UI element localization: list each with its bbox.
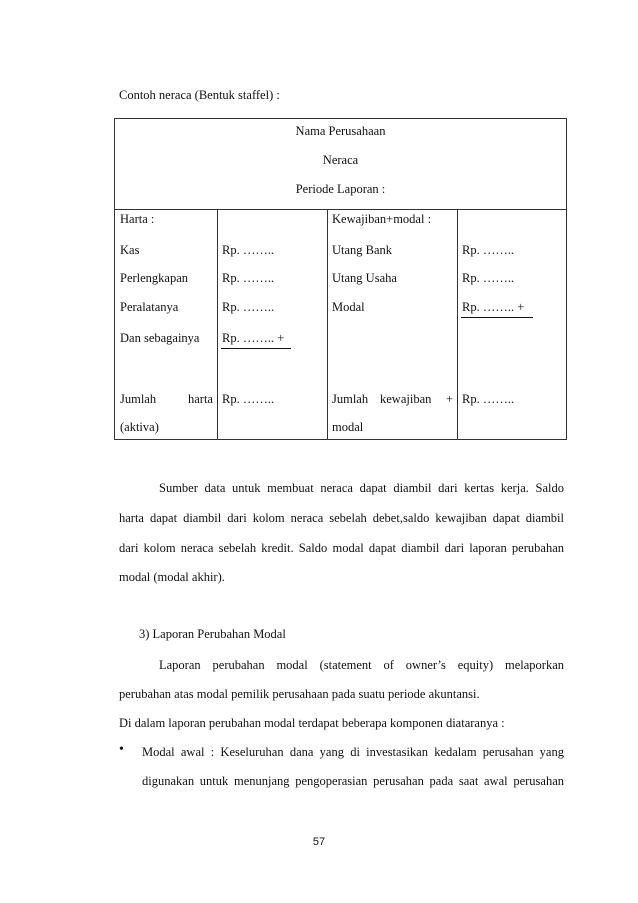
total-assets-label: (aktiva) — [120, 420, 159, 434]
report-title-header: Neraca — [322, 153, 359, 167]
header-divider — [115, 209, 566, 210]
asset-item: Dan sebagainya — [120, 331, 200, 345]
paragraph-line: Di dalam laporan perubahan modal terdapat beberapa komponen diataranya : — [119, 716, 505, 730]
total-assets-label: Jumlah — [120, 392, 157, 406]
asset-value: Rp. …….. — [222, 243, 275, 257]
liabilities-equity-title: Kewajiban+modal : — [332, 212, 432, 226]
table-caption: Contoh neraca (Bentuk staffel) : — [119, 88, 280, 102]
period-header: Periode Laporan : — [295, 182, 386, 196]
total-assets-value: Rp. …….. — [222, 392, 275, 406]
column-divider — [217, 209, 218, 439]
total-liabilities-label: Jumlah — [332, 392, 369, 406]
paragraph-line: Sumber data untuk membuat neraca dapat diambil dari kertas kerja. Saldo — [159, 481, 564, 495]
total-liabilities-value: Rp. …….. — [462, 392, 515, 406]
asset-value: Rp. …….. + — [222, 331, 285, 345]
balance-sheet-table — [114, 118, 567, 440]
total-assets-label: harta — [188, 392, 213, 406]
liability-item: Utang Bank — [332, 243, 393, 257]
liability-item: Modal — [332, 300, 365, 314]
asset-item: Perlengkapan — [120, 271, 189, 285]
company-name-header: Nama Perusahaan — [295, 124, 386, 138]
paragraph-line: dari kolom neraca sebelah kredit. Saldo modal dapat diambil dari laporan perubahan — [119, 541, 564, 555]
total-liabilities-label: modal — [332, 420, 364, 434]
bullet-icon: • — [119, 742, 124, 757]
paragraph-line: modal (modal akhir). — [119, 570, 225, 584]
assets-title: Harta : — [120, 212, 155, 226]
paragraph-line: harta dapat diambil dari kolom neraca sebelah debet,saldo kewajiban dapat diambil — [119, 511, 564, 525]
liability-value: Rp. …….. — [462, 243, 515, 257]
total-liabilities-label: + — [446, 392, 454, 406]
column-divider — [457, 209, 458, 439]
asset-sum-underline — [221, 348, 291, 349]
column-divider — [327, 209, 328, 439]
page-number: 57 — [312, 836, 326, 848]
liability-item: Utang Usaha — [332, 271, 397, 285]
liability-value: Rp. …….. — [462, 271, 515, 285]
liability-sum-underline — [461, 317, 533, 318]
asset-value: Rp. …….. — [222, 271, 275, 285]
asset-item: Kas — [120, 243, 140, 257]
asset-value: Rp. …….. — [222, 300, 275, 314]
total-liabilities-label: kewajiban — [380, 392, 432, 406]
paragraph-line: perubahan atas modal pemilik perusahaan pada suatu periode akuntansi. — [119, 687, 480, 701]
paragraph-line: Laporan perubahan modal (statement of owner’s equity) melaporkan — [159, 658, 564, 672]
liability-value: Rp. …….. + — [462, 300, 525, 314]
asset-item: Peralatanya — [120, 300, 179, 314]
bullet-item-line: digunakan untuk menunjang pengoperasian perusahan pada saat awal perusahan — [142, 774, 564, 788]
bullet-item-line: Modal awal : Keseluruhan dana yang di investasikan kedalam perusahan yang — [142, 745, 564, 759]
section-heading: 3) Laporan Perubahan Modal — [139, 627, 286, 641]
